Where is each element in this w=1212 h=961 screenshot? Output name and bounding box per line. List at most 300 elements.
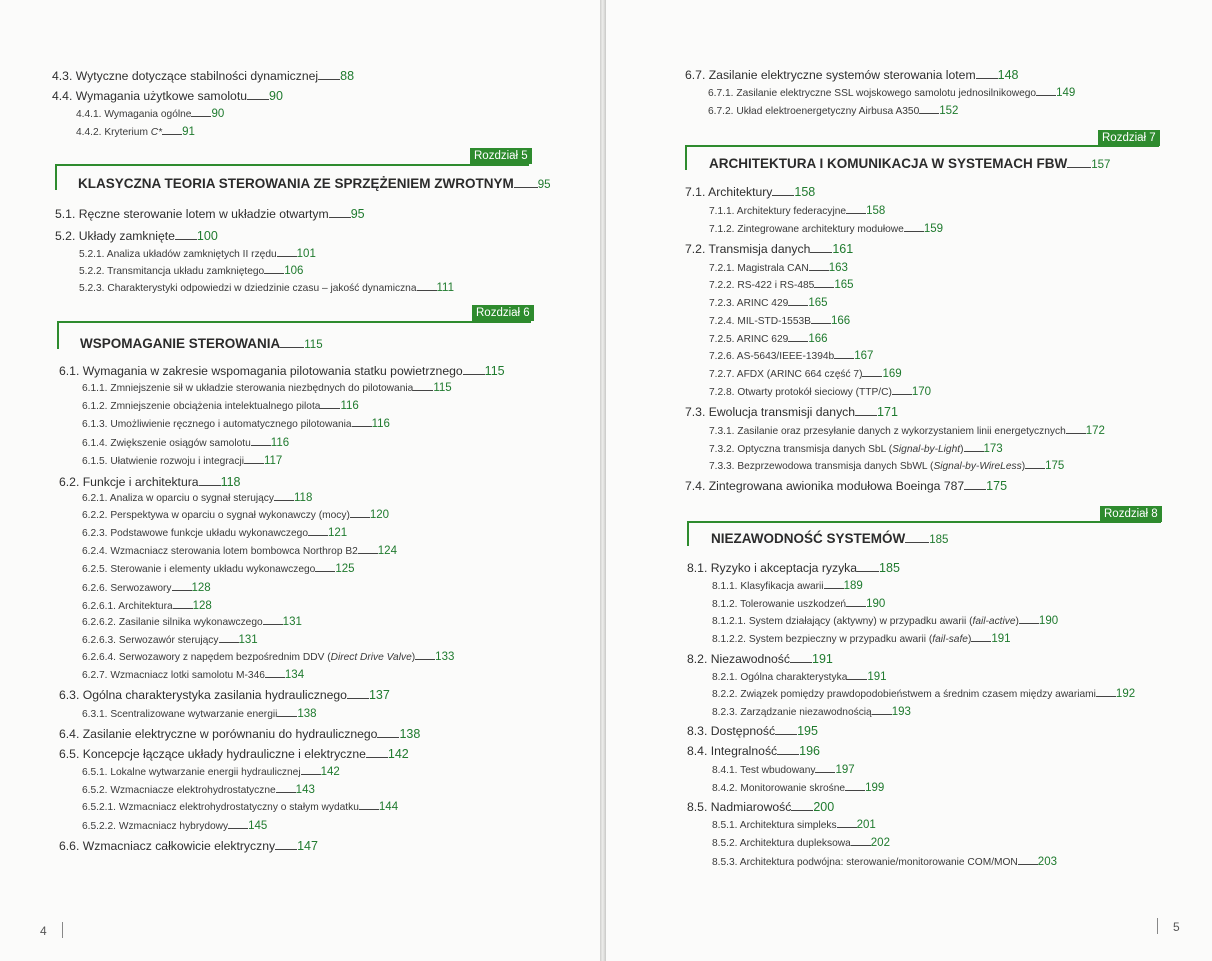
toc-entry-number: 5.2.2. [79, 266, 105, 277]
toc-entry-page: 185 [879, 561, 900, 575]
toc-entry-page: 191 [991, 633, 1011, 645]
toc-entry [82, 616, 302, 628]
toc-entry-number: 6.5. [59, 747, 80, 761]
toc-entry-page: 138 [297, 708, 317, 720]
toc-entry-number: 7.1.2. [709, 224, 735, 235]
toc-entry [685, 479, 1007, 493]
toc-entry [82, 455, 282, 467]
toc-entry [685, 405, 898, 419]
toc-entry-page: 116 [270, 437, 290, 449]
toc-entry [709, 443, 1003, 455]
toc-entry-number: 7.1. [685, 185, 706, 199]
leader-line [162, 134, 182, 135]
toc-entry-page: 175 [986, 479, 1008, 493]
leader-line [862, 376, 882, 377]
toc-entry-number: 8.2.1. [712, 672, 738, 683]
toc-entry-title: Ryzyko i akceptacja ryzyka [710, 561, 858, 575]
toc-entry-number: 8.2.2. [712, 689, 738, 700]
leader-line [971, 641, 991, 642]
toc-entry-page: 115 [484, 364, 505, 378]
toc-entry-page: 191 [867, 671, 887, 683]
toc-entry [709, 386, 931, 398]
toc-entry [55, 229, 218, 243]
toc-entry-title: Ułatwienie rozwoju i integracji [110, 456, 244, 467]
toc-entry-number: 7.2.5. [709, 334, 735, 345]
leader-line [851, 845, 871, 846]
leader-line [905, 542, 929, 543]
toc-entry [712, 615, 1058, 627]
toc-entry-page: 101 [296, 248, 316, 260]
chapter-title-text: WSPOMAGANIE STEROWANIA [80, 336, 281, 351]
toc-entry-title: Scentralizowane wytwarzanie energii [110, 709, 278, 720]
toc-entry-number: 8.5.3. [712, 857, 738, 868]
toc-entry-number: 6.6. [59, 839, 80, 853]
toc-entry-number: 6.5.1. [82, 767, 108, 778]
chapter-rule [687, 521, 1161, 523]
toc-entry-title: Serwozawory [110, 583, 172, 594]
toc-entry-title: Analiza układów zamkniętych II rzędu [106, 249, 277, 260]
toc-entry [709, 262, 848, 274]
toc-entry-number: 6.1.1. [82, 383, 108, 394]
toc-entry [687, 744, 820, 758]
toc-entry-number: 8.1.2. [712, 599, 738, 610]
toc-entry [82, 600, 212, 612]
toc-entry-title: Tolerowanie uszkodzeń [740, 599, 847, 610]
toc-entry-title: Architektury [708, 185, 773, 199]
toc-entry-title: Układ elektroenergetyczny Airbusa A350 [736, 106, 920, 117]
toc-entry-number: 6.2.5. [82, 564, 108, 575]
toc-entry-title: Architektura simpleks [739, 820, 837, 831]
toc-entry-title: Dostępność [710, 724, 776, 738]
toc-entry-page: 134 [284, 669, 305, 681]
toc-entry-title: Perspektywa w oparciu o sygnał wykonawczy (mocy) [110, 510, 350, 521]
toc-entry-page: 118 [220, 475, 241, 489]
toc-entry-title: Zasilanie silnika wykonawczego [118, 617, 263, 628]
toc-entry [59, 475, 241, 489]
toc-entry [709, 205, 885, 217]
toc-entry-title: Funkcje i architektura [82, 475, 199, 489]
toc-entry-title: Układy zamknięte [78, 229, 175, 243]
toc-entry-page: 169 [882, 368, 902, 380]
toc-entry-title: Zmniejszenie obciążenia intelektualnego pilota [110, 401, 321, 412]
toc-entry-number: 4.4. [52, 89, 73, 103]
toc-entry-page: 131 [282, 616, 302, 628]
toc-entry-number: 6.3.1. [82, 709, 108, 720]
toc-entry-page: 128 [191, 582, 211, 594]
toc-entry-title: Zasilanie elektryczne systemów sterowania lotem [708, 68, 976, 82]
chapter-page: 157 [1091, 159, 1111, 171]
toc-entry [712, 856, 1057, 868]
toc-entry-title: AS-5643/IEEE-1394b [736, 351, 835, 362]
toc-entry-page: 88 [340, 69, 355, 83]
toc-entry-number: 6.2.1. [82, 493, 108, 504]
toc-entry [708, 105, 958, 117]
toc-entry-page: 165 [808, 297, 828, 309]
toc-entry [712, 633, 1011, 645]
leader-line [175, 239, 197, 240]
leader-line [837, 827, 857, 828]
toc-entry-number: 5.2.3. [79, 283, 105, 294]
toc-entry [709, 223, 943, 235]
toc-entry-title: MIL-STD-1553B [737, 316, 811, 327]
toc-entry-page: 128 [192, 600, 212, 612]
toc-entry [82, 582, 211, 594]
chapter-rule [55, 164, 529, 166]
toc-entry-page: 95 [350, 207, 365, 221]
left-page [0, 0, 600, 961]
page-number-divider [62, 922, 63, 938]
toc-entry [712, 598, 885, 610]
toc-entry-number: 6.5.2.1. [82, 802, 116, 813]
toc-entry-title: ARINC 629 [736, 334, 789, 345]
chapter-badge: Rozdział 5 [470, 148, 532, 164]
toc-entry-number: 6.7. [685, 68, 706, 82]
toc-entry-title: ARINC 429 [736, 298, 789, 309]
toc-entry-number: 7.3.1. [709, 426, 735, 437]
toc-entry-title: Zasilanie oraz przesyłanie danych z wykorzystaniem linii energetycznych [737, 426, 1066, 437]
leader-line [976, 78, 998, 79]
leader-line [318, 79, 340, 80]
toc-entry-number: 6.1.4. [82, 438, 108, 449]
leader-line [964, 489, 986, 490]
leader-line [1036, 95, 1056, 96]
toc-entry-number: 6.1.5. [82, 456, 108, 467]
toc-entry-page: 159 [923, 223, 944, 235]
toc-entry [82, 766, 340, 778]
toc-entry [685, 242, 853, 256]
toc-entry-page: 143 [295, 784, 315, 796]
toc-entry [82, 669, 304, 681]
toc-entry [709, 297, 828, 309]
toc-entry-title: Lokalne wytwarzanie energii hydraulicznej [110, 767, 301, 778]
toc-entry-title: System działający (aktywny) w przypadku awarii (fail-active) [748, 616, 1019, 627]
toc-entry [82, 437, 289, 449]
toc-entry-page: 152 [939, 105, 959, 117]
toc-entry-title: Zarządzanie niezawodnością [740, 707, 872, 718]
toc-entry-number: 6.7.1. [708, 88, 734, 99]
leader-line [855, 415, 877, 416]
toc-entry [687, 652, 833, 666]
toc-entry-title: Integralność [710, 744, 778, 758]
toc-entry-page: 116 [371, 418, 390, 430]
leader-line [790, 662, 812, 663]
page-number-divider [1157, 918, 1158, 934]
leader-line [172, 590, 192, 591]
leader-line [463, 374, 485, 375]
page-number: 4 [40, 924, 47, 938]
toc-entry-title: Niezawodność [710, 652, 790, 666]
toc-entry-title: Zasilanie elektryczne SSL wojskowego samolotu jednosilnikowego [736, 88, 1037, 99]
toc-entry-page: 149 [1056, 87, 1076, 99]
toc-entry-title: Wymagania ogólne [104, 109, 192, 120]
toc-entry-number: 8.2.3. [712, 707, 738, 718]
leader-line [280, 347, 304, 348]
leader-line [788, 341, 808, 342]
toc-entry-page: 175 [1045, 460, 1065, 472]
toc-entry-number: 7.3.3. [709, 461, 735, 472]
toc-entry-number: 6.1.3. [82, 419, 108, 430]
toc-entry [52, 69, 354, 83]
chapter-title [709, 156, 1110, 171]
chapter-page: 95 [537, 179, 551, 191]
leader-line [772, 195, 794, 196]
toc-entry-page: 116 [340, 400, 359, 412]
leader-line [251, 445, 271, 446]
toc-entry-number: 8.1.2.1. [712, 616, 746, 627]
toc-entry [712, 782, 884, 794]
toc-entry-page: 166 [830, 315, 851, 327]
leader-line [811, 323, 831, 324]
toc-entry-number: 8.5.1. [712, 820, 738, 831]
toc-entry [82, 527, 347, 539]
toc-entry [59, 688, 390, 702]
toc-entry-page: 190 [1038, 615, 1059, 627]
toc-entry-page: 191 [812, 652, 833, 666]
toc-entry-number: 6.2.6. [82, 583, 108, 594]
toc-entry-page: 197 [835, 764, 855, 776]
toc-entry-number: 6.1.2. [82, 401, 108, 412]
toc-entry-title: Kryterium C* [104, 127, 163, 138]
toc-entry-page: 125 [335, 563, 355, 575]
toc-entry-page: 100 [196, 229, 218, 243]
toc-entry [82, 492, 312, 504]
toc-entry-title: Wymagania użytkowe samolotu [75, 89, 248, 103]
leader-line [199, 485, 221, 486]
toc-entry-page: 111 [436, 282, 454, 294]
toc-entry-number: 6.2.6.2. [82, 617, 116, 628]
toc-entry-number: 8.1. [687, 561, 708, 575]
leader-line [810, 252, 832, 253]
toc-entry [79, 282, 454, 294]
toc-entry [76, 126, 195, 138]
toc-entry-page: 90 [211, 108, 225, 120]
toc-entry-title: Podstawowe funkcje układu wykonawczego [110, 528, 308, 539]
toc-entry-page: 137 [368, 688, 390, 702]
toc-entry-number: 8.5. [687, 800, 708, 814]
toc-entry-page: 193 [891, 706, 911, 718]
toc-entry-number: 7.2.7. [709, 369, 735, 380]
toc-entry [709, 333, 828, 345]
leader-line [857, 571, 879, 572]
toc-entry [55, 207, 365, 221]
leader-line [1096, 696, 1116, 697]
toc-entry-title: Architektura podwójna: sterowanie/monitorowanie COM/MON [739, 857, 1018, 868]
toc-entry-number: 7.2.8. [709, 387, 735, 398]
leader-line [350, 517, 370, 518]
chapter-title-text: KLASYCZNA TEORIA STEROWANIA ZE SPRZĘŻENIEM ZWROTNYM [78, 176, 514, 191]
leader-line [847, 679, 867, 680]
leader-line [417, 290, 437, 291]
leader-line [320, 408, 340, 409]
toc-entry-page: 148 [997, 68, 1019, 82]
toc-entry [82, 801, 398, 813]
toc-entry-title: Ewolucja transmisji danych [708, 405, 856, 419]
toc-entry-page: 199 [865, 782, 885, 794]
leader-line [815, 772, 835, 773]
toc-entry [709, 350, 873, 362]
toc-entry-page: 190 [866, 598, 886, 610]
toc-entry-page: 131 [238, 634, 258, 646]
toc-entry-number: 8.1.2.2. [712, 634, 746, 645]
leader-line [352, 426, 372, 427]
toc-entry-title: Serwozawór sterujący [118, 635, 219, 646]
leader-line [191, 116, 211, 117]
leader-line [1067, 167, 1091, 168]
toc-entry-title: Optyczna transmisja danych SbL (Signal-by-Light) [737, 444, 964, 455]
toc-entry-title: Koncepcje łączące układy hydrauliczne i elektryczne [82, 747, 366, 761]
toc-entry-title: Magistrala CAN [737, 263, 809, 274]
toc-entry [712, 688, 1135, 700]
leader-line [775, 734, 797, 735]
toc-entry-page: 142 [320, 766, 340, 778]
toc-entry-page: 133 [435, 651, 455, 663]
leader-line [872, 714, 892, 715]
toc-entry-number: 7.4. [685, 479, 706, 493]
toc-entry-number: 6.2.7. [82, 670, 108, 681]
toc-entry-number: 6.3. [59, 688, 80, 702]
chapter-title-text: NIEZAWODNOŚĆ SYSTEMÓW [711, 531, 906, 546]
toc-entry [709, 460, 1064, 472]
leader-line [788, 305, 808, 306]
leader-line [809, 270, 829, 271]
toc-entry [712, 706, 911, 718]
chapter-title [711, 531, 948, 546]
toc-entry-number: 7.2.1. [709, 263, 735, 274]
leader-line [919, 113, 939, 114]
toc-entry [82, 563, 355, 575]
toc-entry [79, 248, 316, 260]
toc-entry-title: Zasilanie elektryczne w porównaniu do hydraulicznego [82, 727, 378, 741]
leader-line [791, 810, 813, 811]
toc-entry [82, 418, 390, 430]
chapter-title [78, 176, 551, 191]
toc-entry-page: 117 [263, 455, 283, 467]
toc-entry-page: 118 [294, 492, 313, 504]
leader-line [219, 642, 239, 643]
chapter-title-text: ARCHITEKTURA I KOMUNIKACJA W SYSTEMACH FBW [709, 156, 1068, 171]
toc-entry-title: Wzmacniacz hybrydowy [118, 821, 229, 832]
toc-entry [687, 561, 900, 575]
chapter-rule [685, 145, 1159, 147]
toc-entry-page: 115 [433, 382, 452, 394]
toc-entry-title: Zintegrowana awionika modułowa Boeinga 787 [708, 479, 965, 493]
toc-entry [685, 185, 815, 199]
toc-entry [687, 724, 818, 738]
toc-entry-page: 121 [327, 527, 348, 539]
toc-entry-number: 7.2.3. [709, 298, 735, 309]
leader-line [845, 790, 865, 791]
toc-entry-title: Wzmacniacz całkowicie elektryczny [82, 839, 276, 853]
chapter-badge: Rozdział 8 [1100, 506, 1162, 522]
toc-entry-title: Nadmiarowość [710, 800, 792, 814]
toc-entry-number: 8.2. [687, 652, 708, 666]
toc-entry-page: 142 [387, 747, 409, 761]
toc-entry [712, 580, 863, 592]
toc-entry-number: 7.2.6. [709, 351, 735, 362]
toc-entry-title: Wytyczne dotyczące stabilności dynamicznej [75, 69, 319, 83]
toc-entry-number: 5.2. [55, 229, 76, 243]
toc-entry-page: 202 [870, 837, 890, 849]
chapter-rule-vertical [687, 521, 689, 546]
toc-entry [708, 87, 1075, 99]
leader-line [244, 463, 264, 464]
leader-line [846, 606, 866, 607]
leader-line [263, 624, 283, 625]
leader-line [265, 677, 285, 678]
leader-line [347, 698, 369, 699]
toc-entry-page: 189 [843, 580, 863, 592]
leader-line [777, 754, 799, 755]
toc-entry [712, 819, 876, 831]
toc-entry-number: 8.1.1. [712, 581, 738, 592]
toc-entry-number: 4.4.2. [76, 127, 102, 138]
toc-entry-number: 6.1. [59, 364, 80, 378]
toc-entry-number: 6.5.2.2. [82, 821, 116, 832]
toc-entry [52, 89, 283, 103]
toc-entry [82, 400, 359, 412]
toc-entry-title: Klasyfikacja awarii [740, 581, 824, 592]
toc-entry [59, 839, 318, 853]
toc-entry-page: 172 [1085, 425, 1105, 437]
toc-entry-page: 170 [911, 386, 932, 398]
toc-entry-page: 120 [369, 509, 390, 521]
toc-entry [709, 279, 854, 291]
toc-entry-title: Serwozawory z napędem bezpośrednim DDV (Direct Drive Valve) [118, 652, 416, 663]
leader-line [366, 757, 388, 758]
toc-entry [82, 545, 397, 557]
chapter-rule-vertical [685, 145, 687, 170]
toc-entry-number: 5.2.1. [79, 249, 105, 260]
toc-entry-title: RS-422 i RS-485 [737, 280, 815, 291]
chapter-page: 185 [929, 534, 949, 546]
toc-entry-title: Charakterystyki odpowiedzi w dziedzinie czasu – jakość dynamiczna [107, 283, 417, 294]
toc-entry-title: Zintegrowane architektury modułowe [737, 224, 904, 235]
toc-entry-number: 8.4.2. [712, 783, 738, 794]
toc-entry-title: Ogólna charakterystyka zasilania hydraulicznego [82, 688, 347, 702]
toc-entry [82, 509, 389, 521]
toc-entry-number: 6.4. [59, 727, 80, 741]
toc-entry-title: Transmisja danych [708, 242, 811, 256]
leader-line [1019, 623, 1039, 624]
toc-entry-page: 147 [297, 839, 318, 853]
toc-entry-number: 7.2. [685, 242, 706, 256]
toc-entry-number: 6.2.6.4. [82, 652, 116, 663]
toc-entry-page: 138 [399, 727, 421, 741]
chapter-title [80, 336, 323, 351]
toc-entry [685, 68, 1018, 82]
toc-entry-page: 91 [182, 126, 195, 138]
toc-entry [59, 727, 420, 741]
leader-line [264, 273, 284, 274]
toc-entry-title: Zwiększenie osiągów samolotu [110, 438, 251, 449]
toc-entry-page: 171 [877, 405, 898, 419]
toc-entry [76, 108, 224, 120]
toc-entry [709, 315, 850, 327]
toc-entry [59, 364, 505, 378]
toc-entry-title: Otwarty protokół sieciowy (TTP/C) [737, 387, 892, 398]
toc-entry-title: Ogólna charakterystyka [740, 672, 848, 683]
leader-line [275, 849, 297, 850]
toc-entry-number: 7.3. [685, 405, 706, 419]
toc-entry-title: Monitorowanie skrośne [740, 783, 846, 794]
toc-entry-page: 196 [799, 744, 820, 758]
toc-entry-title: System bezpieczny w przypadku awarii (fail-safe) [748, 634, 972, 645]
toc-entry-page: 192 [1115, 688, 1136, 700]
toc-entry [82, 382, 452, 394]
toc-entry-page: 158 [866, 205, 886, 217]
toc-entry [709, 425, 1105, 437]
leader-line [329, 217, 351, 218]
